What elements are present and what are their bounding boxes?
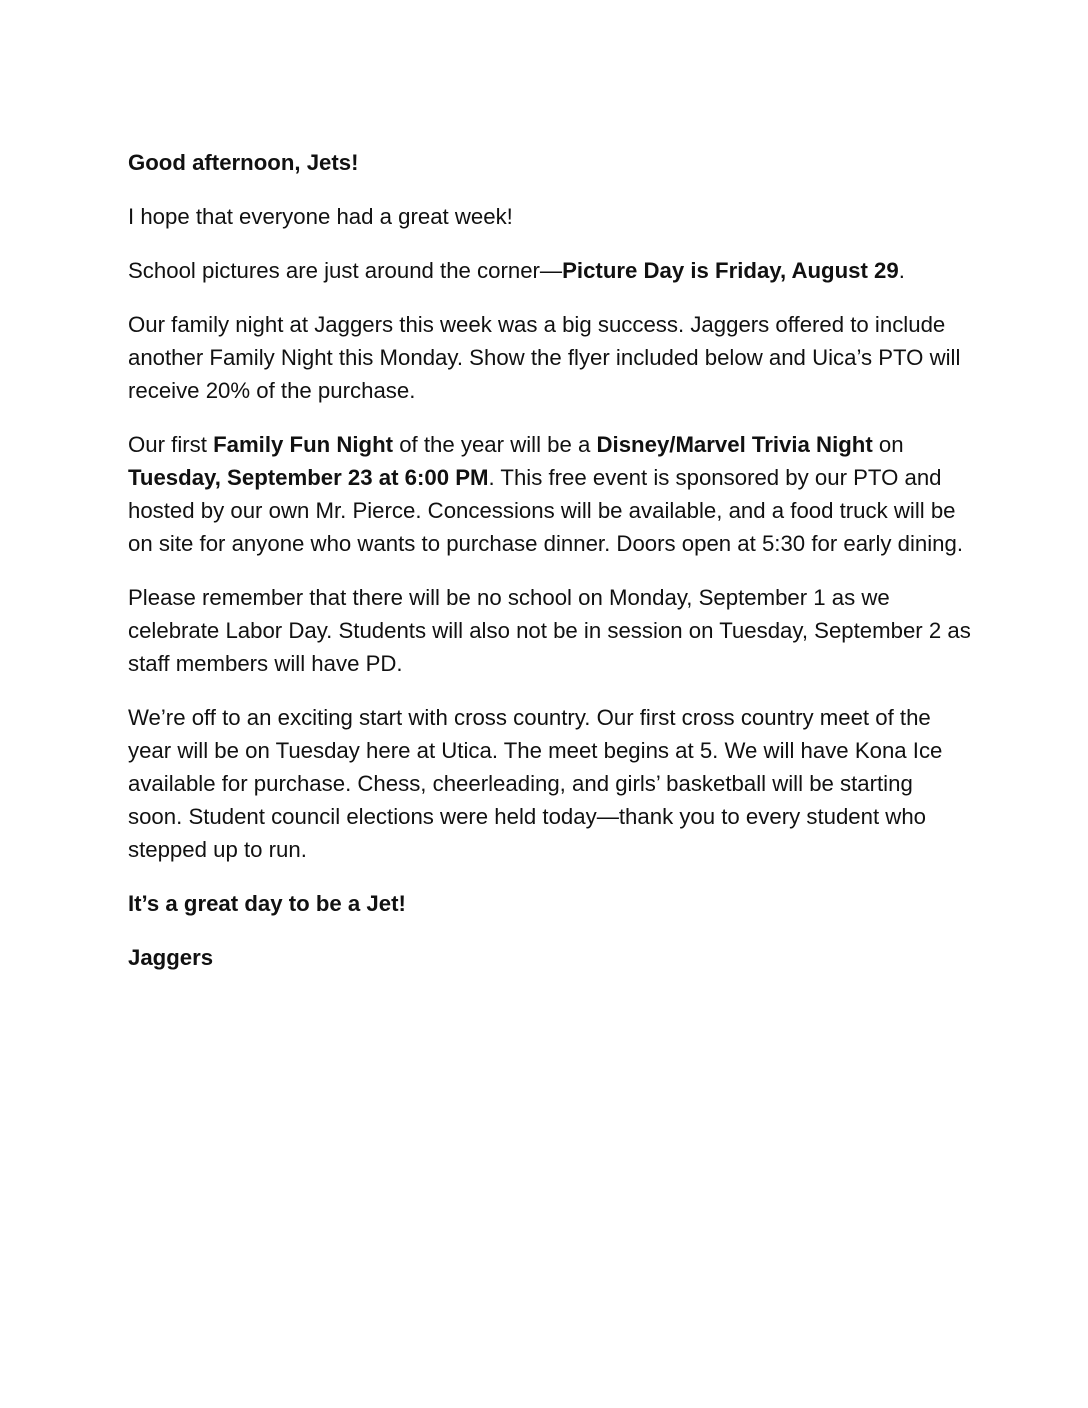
picture-day-end: . (898, 258, 905, 283)
signature: Jaggers (128, 945, 214, 970)
picture-day-text: School pictures are just around the corner— (128, 258, 563, 283)
fun-night-text-2: of the year will be a (393, 432, 597, 457)
paragraph-fun-night (128, 428, 973, 560)
fun-night-title: Family Fun Night (213, 432, 394, 457)
fun-night-text-3: on (872, 432, 904, 457)
paragraph-week: I hope that everyone had a great week! (128, 204, 513, 229)
trivia-night-title: Disney/Marvel Trivia Night (596, 432, 873, 457)
picture-day-date: Picture Day is Friday, August 29 (562, 258, 899, 283)
closing-line: It’s a great day to be a Jet! (128, 891, 406, 916)
fun-night-text-1: Our first (128, 432, 214, 457)
greeting: Good afternoon, Jets! (128, 150, 359, 175)
fun-night-text-4: . This free event is sponsored by our PTO and hosted by our own Mr. Pierce. Concessions will be available, and a food truck will be on site for anyone who wants to purchase dinner. Doors open at 5:30 for early dining. (128, 465, 964, 556)
paragraph-cross-country: We’re off to an exciting start with cross country. Our first cross country meet of the year will be on Tuesday here at Utica. The meet begins at 5. We will have Kona Ice available for purchase. Chess, cheerleading, and girls’ basketball will be starting soon. Student council elections were held today—thank you to every student who stepped up to run. (128, 705, 943, 862)
paragraph-family-night: Our family night at Jaggers this week was a big success. Jaggers offered to include another Family Night this Monday. Show the flyer included below and Uica’s PTO will receive 20% of the purchase. (128, 312, 961, 403)
document-page (128, 146, 973, 995)
paragraph-labor-day: Please remember that there will be no school on Monday, September 1 as we celebrate Labor Day. Students will also not be in session on Tuesday, September 2 as staff members will have PD. (128, 585, 971, 676)
fun-night-date: Tuesday, September 23 at 6:00 PM (128, 465, 489, 490)
paragraph-picture-day (128, 254, 973, 287)
